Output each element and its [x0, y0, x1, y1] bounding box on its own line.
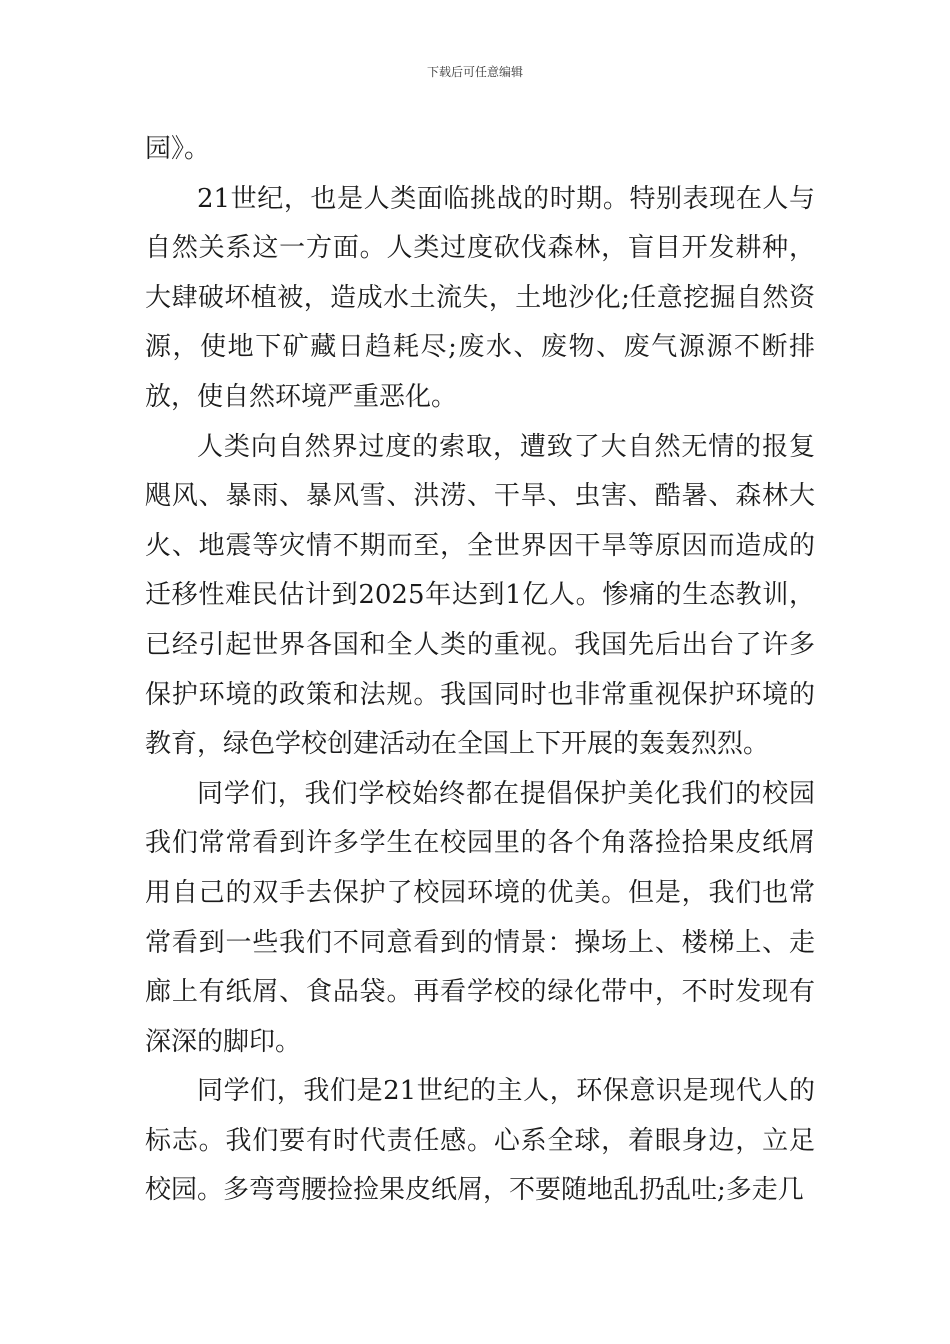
paragraph-school-campus: 同学们，我们学校始终都在提倡保护美化我们的校园我们常常看到许多学生在校园里的各个角落捡拾果皮纸屑用自己的双手去保护了校园环境的优美。但是，我们也常常看到一些我们不同意看到的情景：操场上、楼梯上、走廊上有纸屑、食品袋。再看学校的绿化带中，不时发现有深深的脚印。	[145, 778, 815, 1057]
paragraph-nature-retaliation: 人类向自然界过度的索取，遭致了大自然无情的报复飓风、暴雨、暴风雪、洪涝、干旱、虫害、酷暑、森林大火、地震等灾情不期而至，全世界因干旱等原因而造成的迁移性难民估计到2025年达到1亿人。惨痛的生态教训，已经引起世界各国和全人类的重视。我国先后出台了许多保护环境的政策和法规。我国同时也非常重视保护环境的教育，绿色学校创建活动在全国上下开展的轰轰烈烈。	[145, 431, 815, 760]
document-body	[145, 125, 815, 1216]
page-header: 下载后可任意编辑	[426, 65, 523, 79]
paragraph-call-to-action: 同学们，我们是21世纪的主人，环保意识是现代人的标志。我们要有时代责任感。心系全球，着眼身边，立足校园。多弯弯腰捡捡果皮纸屑，不要随地乱扔乱吐;多走几	[145, 1076, 815, 1206]
paragraph-21st-century-challenges: 21世纪，也是人类面临挑战的时期。特别表现在人与自然关系这一方面。人类过度砍伐森林，盲目开发耕种，大肆破坏植被，造成水土流失，土地沙化;任意挖掘自然资源，使地下矿藏日趋耗尽;废水、废物、废气源源不断排放，使自然环境严重恶化。	[145, 183, 815, 412]
paragraph-continuation: 园》。	[145, 134, 211, 164]
